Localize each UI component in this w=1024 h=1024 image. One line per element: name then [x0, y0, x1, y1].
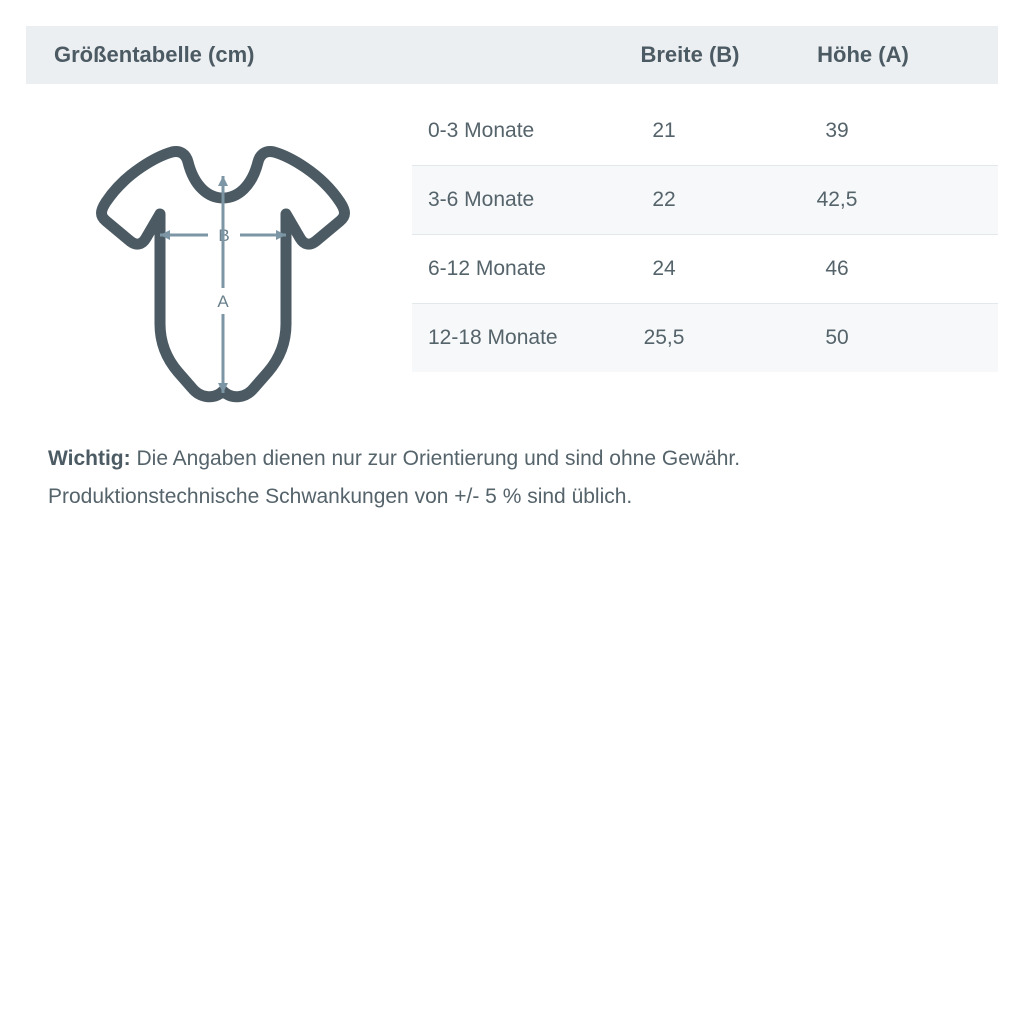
column-header-width: Breite (B) [640, 42, 740, 67]
cell-height: 39 [825, 118, 849, 142]
cell-height: 50 [825, 325, 849, 349]
table-row [412, 96, 998, 165]
column-header-height: Höhe (A) [817, 42, 909, 67]
page-title: Größentabelle (cm) [54, 42, 255, 67]
disclaimer-line-2: Produktionstechnische Schwankungen von +/- 5 % sind üblich. [48, 485, 633, 508]
table-header [26, 26, 998, 84]
cell-width: 25,5 [643, 325, 685, 349]
cell-width: 24 [652, 256, 676, 280]
cell-width: 21 [652, 118, 676, 142]
disclaimer-note [48, 440, 978, 516]
cell-size: 3-6 Monate [428, 187, 535, 211]
cell-size: 12-18 Monate [428, 325, 558, 349]
cell-size: 6-12 Monate [428, 256, 546, 280]
cell-size: 0-3 Monate [428, 118, 535, 142]
disclaimer-line-1: Die Angaben dienen nur zur Orientierung und sind ohne Gewähr. [136, 447, 741, 470]
table-row [412, 234, 998, 303]
table-row [412, 165, 998, 234]
cell-height: 42,5 [816, 187, 858, 211]
baby-bodysuit-icon [60, 110, 390, 420]
cell-width: 22 [652, 187, 676, 211]
size-table [412, 96, 998, 372]
dimension-label-height: A [217, 292, 229, 311]
dimension-label-width: B [218, 226, 230, 245]
cell-height: 46 [825, 256, 849, 280]
table-row [412, 303, 998, 372]
disclaimer-label: Wichtig: [48, 447, 131, 470]
